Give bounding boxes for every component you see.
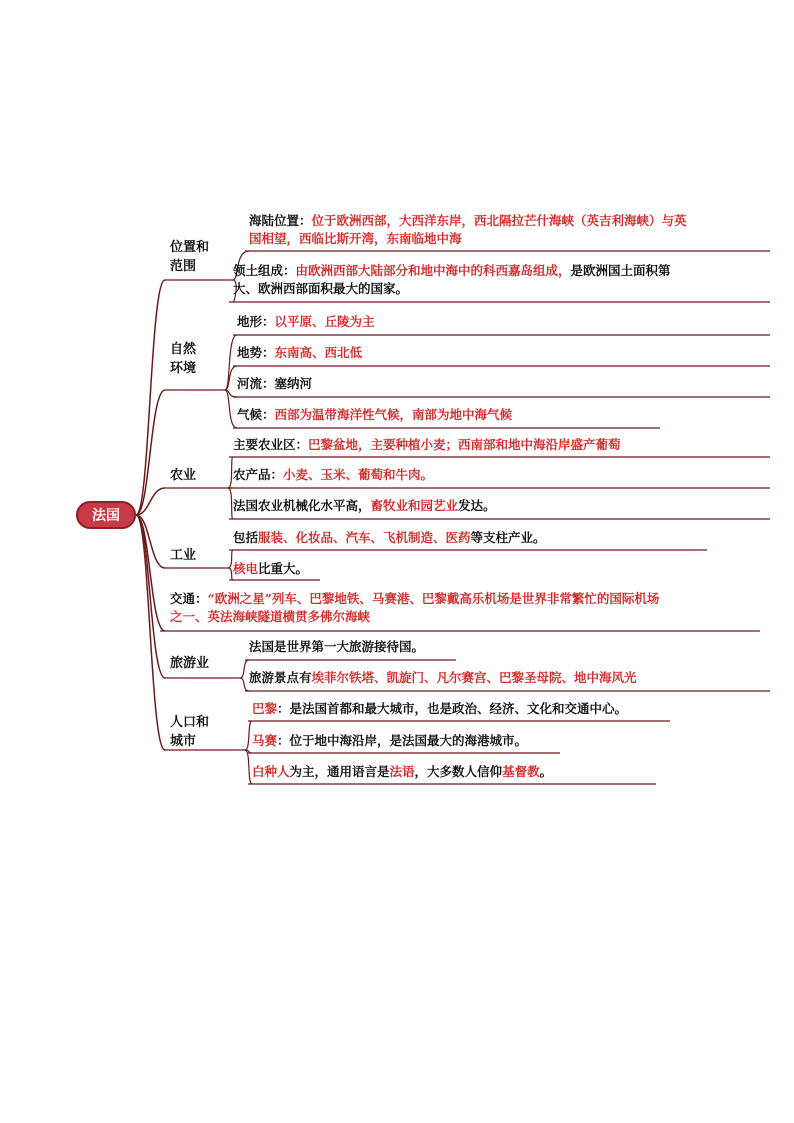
body-text: 领土组成： bbox=[233, 263, 296, 278]
highlight-text: 巴黎盆地，主要种植小麦；西南部和地中海沿岸盛产葡萄 bbox=[308, 437, 621, 452]
leaf-line bbox=[233, 560, 770, 578]
leaf-line bbox=[249, 669, 770, 687]
highlight-text: 马赛 bbox=[252, 733, 278, 748]
root-node-france[interactable] bbox=[76, 501, 136, 529]
highlight-text: 法语 bbox=[389, 764, 415, 779]
highlight-text: 埃菲尔铁塔、凯旋门、凡尔赛宫、巴黎圣母院、地中海风光 bbox=[311, 670, 637, 685]
root-label: 法国 bbox=[92, 508, 120, 524]
category-label-line: 农业 bbox=[170, 468, 197, 483]
body-text: 河流：塞纳河 bbox=[237, 376, 313, 391]
highlight-text: 小麦、玉米、葡萄和牛肉。 bbox=[283, 467, 434, 482]
highlight-text: 畜牧业和园艺业 bbox=[370, 498, 459, 513]
highlight-text: 由欧洲西部大陆部分和地中海中的科西嘉岛组成， bbox=[295, 263, 571, 278]
body-text: 等支柱产业。 bbox=[470, 530, 546, 545]
leaf-branch-line bbox=[245, 750, 252, 784]
leaf-line bbox=[249, 212, 770, 230]
body-text: 地势： bbox=[237, 345, 275, 360]
body-text: 农产品： bbox=[233, 467, 284, 482]
leaf-line bbox=[233, 529, 770, 547]
leaf-line bbox=[249, 638, 770, 656]
leaf-line bbox=[170, 590, 770, 608]
body-text: 法国是世界第一大旅游接待国。 bbox=[249, 639, 425, 654]
leaf-item[interactable] bbox=[170, 590, 770, 626]
category-label-line: 旅游业 bbox=[170, 656, 210, 671]
body-text: 。 bbox=[539, 764, 553, 779]
category-label[interactable] bbox=[170, 238, 209, 276]
leaf-item[interactable] bbox=[249, 212, 770, 248]
leaf-line bbox=[237, 344, 770, 362]
leaf-line bbox=[233, 262, 770, 280]
leaf-branch-line bbox=[240, 660, 249, 678]
body-text: 大、欧洲西部面积最大的国家。 bbox=[233, 281, 409, 296]
category-label-line: 工业 bbox=[170, 548, 197, 563]
leaf-branch-line bbox=[245, 721, 252, 750]
leaf-item[interactable] bbox=[233, 466, 770, 484]
leaf-item[interactable] bbox=[233, 560, 770, 578]
category-label[interactable] bbox=[170, 466, 196, 485]
leaf-line bbox=[237, 375, 770, 393]
root-branch-line bbox=[136, 390, 165, 515]
leaf-item[interactable] bbox=[233, 262, 770, 298]
leaf-line bbox=[252, 763, 770, 781]
body-text: ，大多数人信仰 bbox=[414, 764, 503, 779]
leaf-line bbox=[170, 608, 770, 626]
leaf-line bbox=[252, 732, 770, 750]
body-text: 主要农业区： bbox=[233, 437, 309, 452]
leaf-item[interactable] bbox=[237, 313, 770, 331]
leaf-line bbox=[237, 406, 770, 424]
leaf-item[interactable] bbox=[249, 669, 770, 687]
leaf-line bbox=[252, 700, 770, 718]
category-label[interactable] bbox=[170, 713, 209, 751]
leaf-branch-line bbox=[240, 678, 249, 691]
leaf-item[interactable] bbox=[252, 700, 770, 718]
root-branch-line bbox=[136, 280, 165, 515]
body-text: 比重大。 bbox=[258, 561, 309, 576]
leaf-line bbox=[233, 436, 770, 454]
highlight-text: 西部为温带海洋性气候，南部为地中海气候 bbox=[274, 407, 513, 422]
highlight-text: 东南高、西北低 bbox=[274, 345, 363, 360]
body-text: 地形： bbox=[237, 314, 275, 329]
highlight-text: 核电 bbox=[233, 561, 259, 576]
category-label-line: 环境 bbox=[170, 361, 197, 376]
leaf-line bbox=[233, 466, 770, 484]
root-branch-line bbox=[136, 515, 165, 750]
highlight-text: 基督教 bbox=[502, 764, 540, 779]
body-text: 包括 bbox=[233, 530, 259, 545]
highlight-text: 服装、化妆品、汽车、飞机制造、医药 bbox=[258, 530, 471, 545]
leaf-line bbox=[233, 280, 770, 298]
leaf-item[interactable] bbox=[233, 497, 770, 515]
category-label-line: 范围 bbox=[170, 259, 197, 274]
leaf-item[interactable] bbox=[252, 732, 770, 750]
category-label[interactable] bbox=[170, 340, 196, 378]
highlight-text: 巴黎 bbox=[252, 701, 278, 716]
leaf-line bbox=[249, 230, 770, 248]
leaf-item[interactable] bbox=[237, 375, 770, 393]
leaf-item[interactable] bbox=[237, 406, 770, 424]
category-label-line: 自然 bbox=[170, 342, 197, 357]
body-text: 海陆位置： bbox=[249, 213, 312, 228]
highlight-text: 国相望，西临比斯开湾，东南临地中海 bbox=[249, 231, 462, 246]
leaf-line bbox=[237, 313, 770, 331]
category-label[interactable] bbox=[170, 654, 209, 673]
leaf-line bbox=[233, 497, 770, 515]
category-label-line: 城市 bbox=[170, 734, 197, 749]
root-branch-line bbox=[136, 515, 165, 678]
leaf-item[interactable] bbox=[252, 763, 770, 781]
category-label[interactable] bbox=[170, 546, 196, 565]
highlight-text: “欧洲之星”列车、巴黎地铁、马赛港、巴黎戴高乐机场是世界非常繁忙的国际机场 bbox=[207, 591, 660, 606]
leaf-item[interactable] bbox=[233, 436, 770, 454]
highlight-text: 之一、英法海峡隧道横贯多佛尔海峡 bbox=[170, 609, 371, 624]
body-text: 法国农业机械化水平高， bbox=[233, 498, 371, 513]
leaf-item[interactable] bbox=[237, 344, 770, 362]
highlight-text: 以平原、丘陵为主 bbox=[274, 314, 375, 329]
leaf-item[interactable] bbox=[233, 529, 770, 547]
highlight-text: 位于欧洲西部，大西洋东岸，西北隔拉芒什海峡（英吉利海峡）与英 bbox=[311, 213, 687, 228]
body-text: 是欧洲国土面积第 bbox=[570, 263, 671, 278]
highlight-text: 白种人 bbox=[252, 764, 290, 779]
body-text: 旅游景点有 bbox=[249, 670, 312, 685]
leaf-item[interactable] bbox=[249, 638, 770, 656]
body-text: ：位于地中海沿岸，是法国最大的海港城市。 bbox=[277, 733, 528, 748]
body-text: 交通： bbox=[170, 591, 208, 606]
category-label-line: 位置和 bbox=[170, 240, 210, 255]
body-text: 气候： bbox=[237, 407, 275, 422]
category-label-line: 人口和 bbox=[170, 715, 210, 730]
body-text: 为主，通用语言是 bbox=[289, 764, 390, 779]
root-branch-line bbox=[136, 515, 165, 631]
body-text: ：是法国首都和最大城市，也是政治、经济、文化和交通中心。 bbox=[277, 701, 628, 716]
leaf-branch-line bbox=[225, 335, 237, 390]
body-text: 发达。 bbox=[458, 498, 496, 513]
